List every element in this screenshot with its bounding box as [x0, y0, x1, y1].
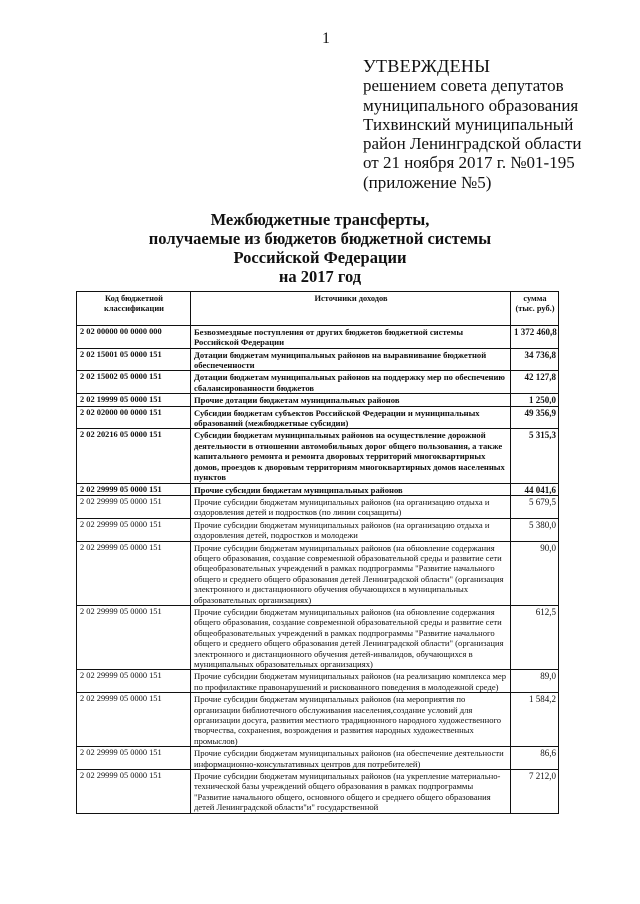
- table-row: [77, 348, 559, 371]
- row-source: Прочие субсидии бюджетам муниципальных районов (на обновление содержания общего образования, создание современной образовательной среды и развитие сети общеобразовательных учреждений в рамках подпрограммы "Развитие начального общего и среднего общего образования детей Ленинградской области" (организация электронного и дистанционного обучения детей-инвалидов, обучающихся в муниципальных образовательных организациях): [191, 605, 511, 669]
- table-row: [77, 605, 559, 669]
- row-code: 2 02 15001 05 0000 151: [77, 348, 191, 371]
- approval-line: (приложение №5): [363, 172, 492, 192]
- table-row: [77, 747, 559, 770]
- row-source: Прочие субсидии бюджетам муниципальных районов: [191, 483, 511, 495]
- title-line: на 2017 год: [278, 267, 362, 286]
- table-row: [77, 670, 559, 693]
- row-code: 2 02 29999 05 0000 151: [77, 483, 191, 495]
- table-row: [77, 394, 559, 406]
- title-line: Межбюджетные трансферты,: [210, 210, 430, 229]
- approval-stamp: [363, 57, 633, 192]
- row-code: 2 02 29999 05 0000 151: [77, 747, 191, 770]
- row-code: 2 02 15002 05 0000 151: [77, 371, 191, 394]
- table-row: [77, 495, 559, 518]
- row-source: Безвозмездные поступления от других бюджетов бюджетной системы Российской Федерации: [191, 325, 511, 348]
- row-source: Прочие субсидии бюджетам муниципальных районов (на мероприятия по организации библиотечного обслуживания населения,создание условий для организации досуга, развития местного традиционного народного художественного творчества, сохранения, возрождения и развития народных художественных промыслов): [191, 693, 511, 747]
- row-code: 2 02 29999 05 0000 151: [77, 770, 191, 814]
- transfers-table: [76, 291, 559, 814]
- table-row: [77, 541, 559, 605]
- approval-line: решением совета депутатов: [363, 76, 564, 96]
- row-amount: 5 315,3: [511, 429, 559, 483]
- row-amount: 89,0: [511, 670, 559, 693]
- row-source: Прочие субсидии бюджетам муниципальных районов (на обеспечение деятельности информационно-консультативных центров для потребителей): [191, 747, 511, 770]
- row-source: Прочие субсидии бюджетам муниципальных районов (на укрепление материально-технической базы учреждений общего образования в рамках подпрограммы "Развитие начального общего, основного общего и среднего общего образования детей Ленинградской области"и" государственной: [191, 770, 511, 814]
- row-amount: 7 212,0: [511, 770, 559, 814]
- row-amount: 1 584,2: [511, 693, 559, 747]
- row-amount: 90,0: [511, 541, 559, 605]
- approval-heading: УТВЕРЖДЕНЫ: [363, 56, 491, 76]
- table-row: [77, 770, 559, 814]
- row-code: 2 02 29999 05 0000 151: [77, 518, 191, 541]
- table-header-row: [77, 292, 559, 326]
- table-row: [77, 371, 559, 394]
- table-body: [77, 325, 559, 813]
- row-source: Прочие субсидии бюджетам муниципальных районов (на организацию отдыха и оздоровления детей и подростков (по линии соцзащиты): [191, 495, 511, 518]
- table-row: [77, 406, 559, 429]
- row-code: 2 02 20216 05 0000 151: [77, 429, 191, 483]
- table-row: [77, 518, 559, 541]
- row-code: 2 02 00000 00 0000 000: [77, 325, 191, 348]
- table-row: [77, 429, 559, 483]
- approval-line: Тихвинский муниципальный: [363, 114, 574, 134]
- row-amount: 5 679,5: [511, 495, 559, 518]
- row-source: Субсидии бюджетам субъектов Российской Федерации и муниципальных образований (межбюджетные субсидии): [191, 406, 511, 429]
- row-code: 2 02 29999 05 0000 151: [77, 495, 191, 518]
- title-line: получаемые из бюджетов бюджетной системы: [148, 229, 492, 248]
- header-amount: сумма (тыс. руб.): [511, 292, 559, 326]
- header-code: Код бюджетной классификации: [77, 292, 191, 326]
- title-line: Российской Федерации: [233, 248, 407, 267]
- header-source: Источники доходов: [191, 292, 511, 326]
- row-amount: 1 250,0: [511, 394, 559, 406]
- row-amount: 1 372 460,8: [511, 325, 559, 348]
- row-source: Дотации бюджетам муниципальных районов на выравнивание бюджетной обеспеченности: [191, 348, 511, 371]
- row-amount: 49 356,9: [511, 406, 559, 429]
- row-code: 2 02 19999 05 0000 151: [77, 394, 191, 406]
- row-code: 2 02 29999 05 0000 151: [77, 670, 191, 693]
- approval-line: муниципального образования: [363, 95, 579, 115]
- row-source: Субсидии бюджетам муниципальных районов на осуществление дорожной деятельности в отношении автомобильных дорог общего пользования, а также капитального ремонта и ремонта дворовых территорий многоквартирных домов, проездов к дворовым территориям многоквартирных домов населенных пунктов: [191, 429, 511, 483]
- row-code: 2 02 29999 05 0000 151: [77, 541, 191, 605]
- approval-line: от 21 ноября 2017 г. №01-195: [363, 153, 575, 173]
- table-row: [77, 483, 559, 495]
- row-source: Прочие субсидии бюджетам муниципальных районов (на реализацию комплекса мер по профилактике правонарушений и рискованного поведения в молодежной среде): [191, 670, 511, 693]
- row-source: Прочие дотации бюджетам муниципальных районов: [191, 394, 511, 406]
- row-amount: 44 041,6: [511, 483, 559, 495]
- row-code: 2 02 29999 05 0000 151: [77, 605, 191, 669]
- row-amount: 5 380,0: [511, 518, 559, 541]
- row-amount: 86,6: [511, 747, 559, 770]
- table-row: [77, 325, 559, 348]
- row-code: 2 02 02000 00 0000 151: [77, 406, 191, 429]
- document-title: [0, 210, 640, 286]
- table-row: [77, 693, 559, 747]
- row-source: Прочие субсидии бюджетам муниципальных районов (на организацию отдыха и оздоровления детей, подростков и молодежи: [191, 518, 511, 541]
- approval-line: район Ленинградской области: [363, 134, 582, 154]
- row-source: Дотации бюджетам муниципальных районов на поддержку мер по обеспечению сбалансированности бюджетов: [191, 371, 511, 394]
- row-amount: 612,5: [511, 605, 559, 669]
- page-number: 1: [322, 30, 330, 47]
- row-amount: 34 736,8: [511, 348, 559, 371]
- row-amount: 42 127,8: [511, 371, 559, 394]
- row-code: 2 02 29999 05 0000 151: [77, 693, 191, 747]
- row-source: Прочие субсидии бюджетам муниципальных районов (на обновление содержания общего образования, создание современной образовательной среды и развитие сети общеобразовательных учреждений в рамках подпрограммы "Развитие начального общего и среднего общего образования детей Ленинградской области" (организация электронного и дистанционного обучения обучающихся в муниципальных образовательных организациях): [191, 541, 511, 605]
